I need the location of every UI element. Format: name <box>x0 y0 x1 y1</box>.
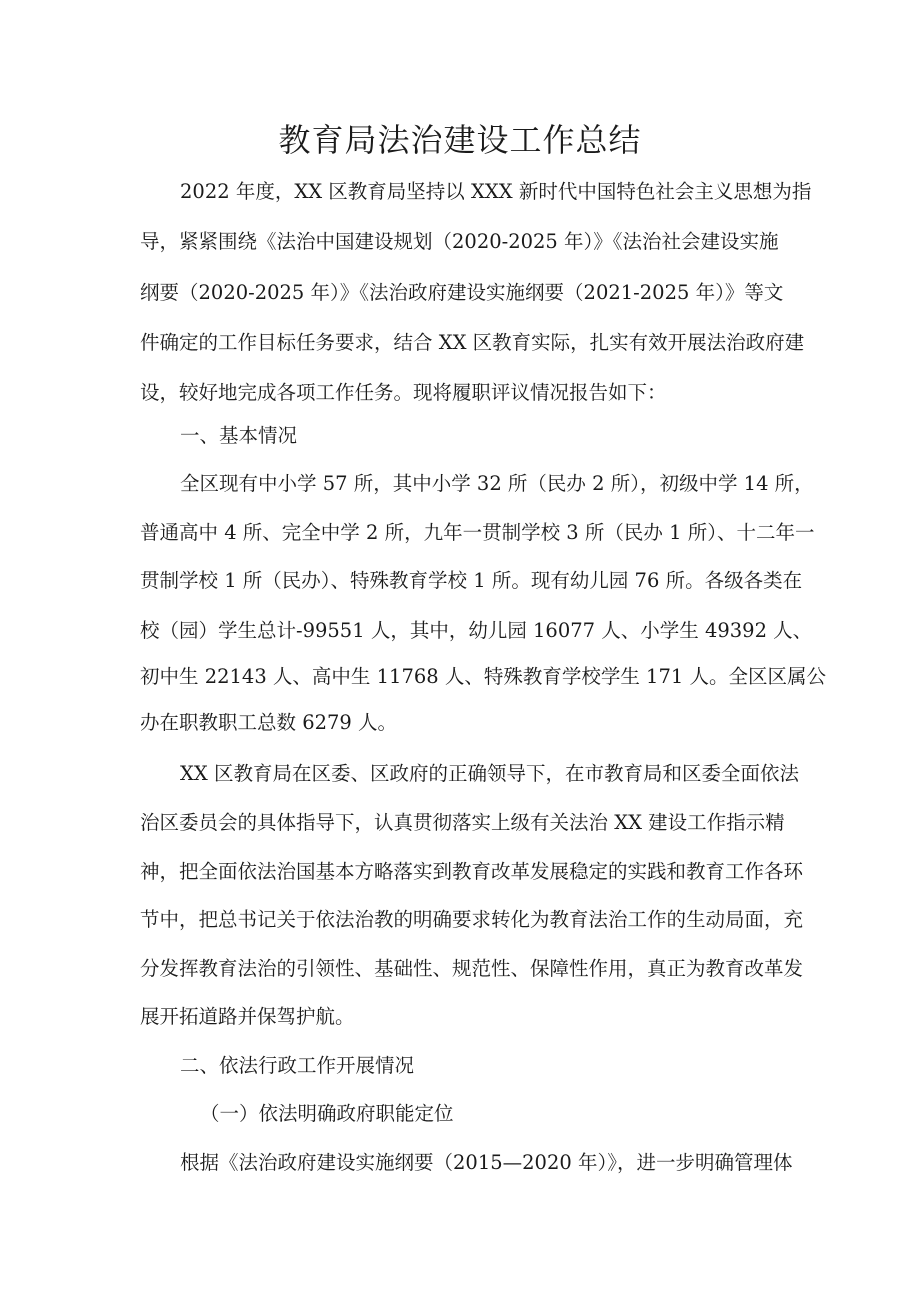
paragraph-line: 根据《法治政府建设实施纲要（2015—2020 年）》，进一步明确管理体 <box>180 1151 793 1174</box>
section-heading: 二、依法行政工作开展情况 <box>180 1054 415 1077</box>
subsection-heading: （一）依法明确政府职能定位 <box>200 1102 454 1125</box>
paragraph-line: 初中生 22143 人、高中生 11768 人、特殊教育学校学生 171 人。全区区属公 <box>140 665 826 688</box>
paragraph-line: 2022 年度，XX 区教育局坚持以 XXX 新时代中国特色社会主义思想为指 <box>180 180 812 203</box>
paragraph-line: 件确定的工作目标任务要求，结合 XX 区教育实际，扎实有效开展法治政府建 <box>140 331 805 354</box>
paragraph-line: 节中，把总书记关于依法治教的明确要求转化为教育法治工作的生动局面，充 <box>140 908 804 931</box>
paragraph-line: 全区现有中小学 57 所，其中小学 32 所（民办 2 所），初级中学 14 所， <box>180 472 814 495</box>
paragraph-line: 校（园）学生总计-99551 人，其中，幼儿园 16077 人、小学生 49392 人、 <box>140 619 813 642</box>
paragraph-line: 展开拓道路并保驾护航。 <box>140 1005 355 1028</box>
paragraph-line: 办在职教职工总数 6279 人。 <box>140 711 398 734</box>
paragraph-line: 分发挥教育法治的引领性、基础性、规范性、保障性作用，真正为教育改革发 <box>140 957 804 980</box>
paragraph-line: 导，紧紧围绕《法治中国建设规划（2020-2025 年）》《法治社会建设实施 <box>140 230 779 253</box>
paragraph-line: 普通高中 4 所、完全中学 2 所，九年一贯制学校 3 所（民办 1 所）、十二年一 <box>140 521 815 544</box>
paragraph-line: 贯制学校 1 所（民办）、特殊教育学校 1 所。现有幼儿园 76 所。各级各类在 <box>140 569 803 592</box>
paragraph-line: XX 区教育局在区委、区政府的正确领导下，在市教育局和区委全面依法 <box>180 762 799 785</box>
paragraph-line: 设，较好地完成各项工作任务。现将履职评议情况报告如下： <box>140 381 667 404</box>
paragraph-line: 纲要（2020-2025 年）》《法治政府建设实施纲要（2021-2025 年）》等文 <box>140 281 784 304</box>
document-title: 教育局法治建设工作总结 <box>278 121 642 159</box>
paragraph-line: 神，把全面依法治国基本方略落实到教育改革发展稳定的实践和教育工作各环 <box>140 860 804 883</box>
paragraph-line: 治区委员会的具体指导下，认真贯彻落实上级有关法治 XX 建设工作指示精 <box>140 811 785 834</box>
section-heading: 一、基本情况 <box>180 424 298 447</box>
